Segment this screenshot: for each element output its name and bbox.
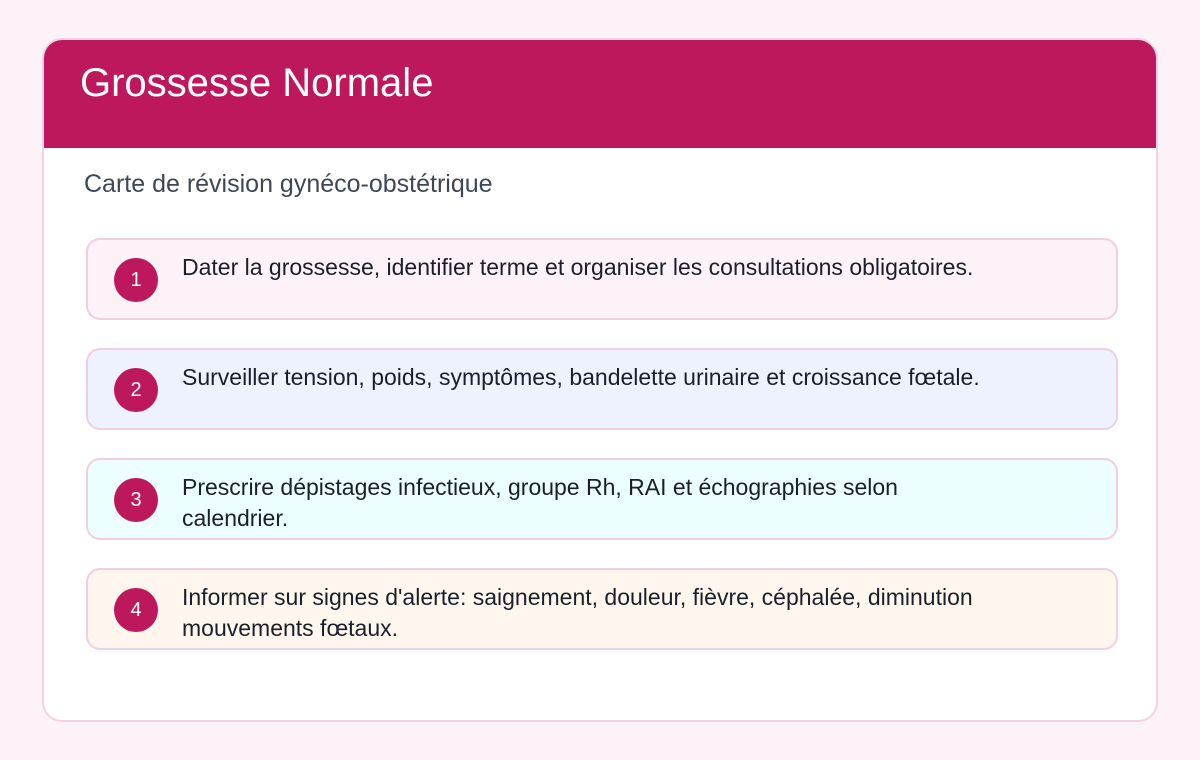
step-number-badge: 3 xyxy=(114,478,158,522)
card-subtitle: Carte de révision gynéco-obstétrique xyxy=(84,170,493,198)
card-title: Grossesse Normale xyxy=(80,61,434,105)
step-item xyxy=(86,568,1118,650)
step-item xyxy=(86,348,1118,430)
step-text: Dater la grossesse, identifier terme et organiser les consultations obligatoires. xyxy=(182,254,974,280)
step-list xyxy=(86,238,1118,678)
step-item xyxy=(86,458,1118,540)
card-header xyxy=(42,38,1158,148)
step-text: Informer sur signes d'alerte: saignement, douleur, fièvre, céphalée, diminution mouvements fœtaux. xyxy=(182,584,973,641)
step-number-badge: 4 xyxy=(114,588,158,632)
revision-card xyxy=(42,38,1158,722)
step-text: Prescrire dépistages infectieux, groupe Rh, RAI et échographies selon calendrier. xyxy=(182,474,898,531)
step-text: Surveiller tension, poids, symptômes, bandelette urinaire et croissance fœtale. xyxy=(182,364,980,390)
step-number-badge: 1 xyxy=(114,258,158,302)
step-item xyxy=(86,238,1118,320)
step-number-badge: 2 xyxy=(114,368,158,412)
